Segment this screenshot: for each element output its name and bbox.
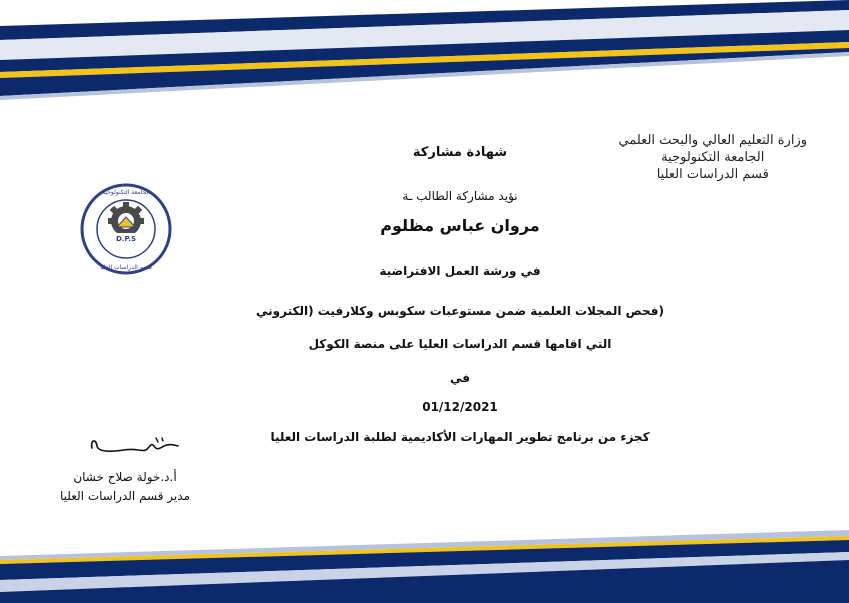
on-label: في bbox=[450, 371, 470, 385]
event-date: 01/12/2021 bbox=[422, 400, 498, 414]
workshop-line: في ورشة العمل الافتراضية bbox=[379, 264, 541, 278]
student-name: مروان عباس مظلوم bbox=[380, 216, 540, 235]
signatory-role: مدير قسم الدراسات العليا bbox=[59, 489, 190, 503]
certificate-title: شهادة مشاركة bbox=[412, 145, 508, 160]
program-line: كجزء من برنامج تطوير المهارات الأكاديمية لطلبة الدراسات العليا bbox=[270, 430, 650, 444]
signatory-name: أ.د.خولة صلاح خشان bbox=[73, 470, 177, 484]
department-name: قسم الدراسات العليا bbox=[656, 167, 769, 182]
ministry-name: وزارة التعليم العالي والبحث العلمي bbox=[618, 133, 807, 148]
university-logo bbox=[80, 183, 172, 275]
logo-badge-text: D.P.S bbox=[115, 235, 137, 243]
university-name: الجامعة التكنولوجية bbox=[661, 150, 765, 165]
confirmation-text: نؤيد مشاركة الطالب ـة bbox=[402, 189, 518, 203]
signature bbox=[88, 432, 180, 458]
logo-top-text: الجامعة التكنولوجية bbox=[102, 189, 150, 196]
host-line: التي اقامها قسم الدراسات العليا على منصة الكوكل bbox=[308, 337, 612, 351]
workshop-topic: (فحص المجلات العلمية ضمن مستوعبات سكوبس وكلارفيت (الكتروني bbox=[256, 304, 664, 318]
top-decorative-band bbox=[0, 0, 849, 110]
bottom-decorative-band bbox=[0, 500, 849, 603]
logo-bottom-text: قسم الدراسات العليا bbox=[100, 264, 152, 271]
